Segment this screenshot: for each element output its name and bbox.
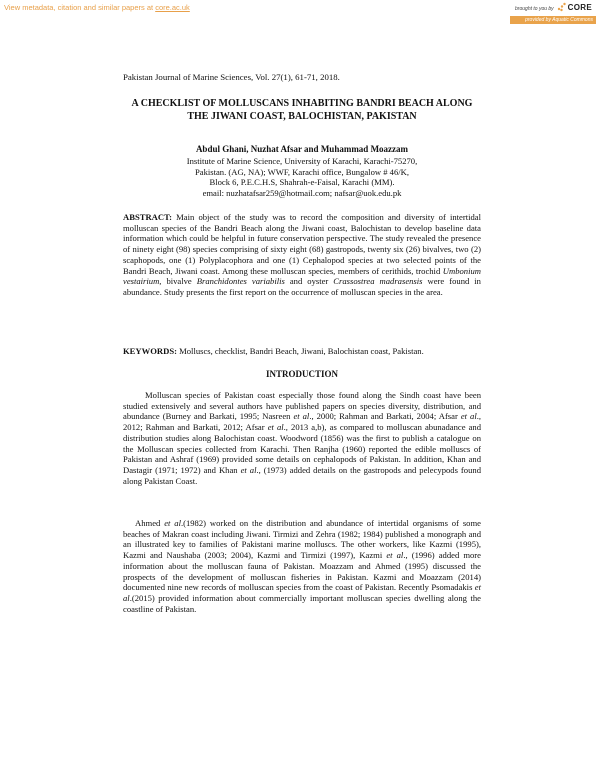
- species-name: Branchidontes variabilis: [196, 276, 285, 287]
- journal-reference: Pakistan Journal of Marine Sciences, Vol. 27(1), 61-71, 2018.: [123, 72, 340, 82]
- body-text: ., (1996) added more information about the molluscan fauna of Pakistan. Moazzam and Ahmed (1995) discussed the prospects of the development of molluscan fisheries in Pakistan. Kazmi and Moazzam (2014) documented nine new records of molluscan species from the coast of Pakistan. Recently Psomadakis: [123, 550, 481, 593]
- et-al: et al: [460, 411, 477, 422]
- intro-paragraph-1: [123, 390, 481, 486]
- abstract-text: , bivalve: [159, 276, 197, 287]
- abstract-paragraph: [123, 212, 481, 298]
- et-al: et al: [240, 464, 257, 475]
- abstract-text: and oyster: [284, 276, 334, 287]
- affiliation-line: Block 6, P.E.C.H.S, Shahrah-e-Faisal, Karachi (MM).: [209, 177, 395, 188]
- body-text: Ahmed: [135, 518, 165, 528]
- author-list: Abdul Ghani, Nuzhat Afsar and Muhammad Moazzam: [195, 144, 409, 154]
- et-al: et al: [267, 422, 284, 433]
- core-metadata-link[interactable]: [4, 3, 190, 12]
- body-text: ., 2000; Rahman and Barkati, 2004; Afsar: [309, 411, 461, 422]
- affiliation-line: Pakistan. (AG, NA); WWF, Karachi office, Bungalow # 46/K,: [194, 166, 410, 177]
- body-text: ., 2013 a,b), as compared to molluscan abunadance and distribution studies along Balochistan coast. Woodword (1856) was the first to publish a catalogue on the Molluscan species collected from Karachi. Then Ranjha (1960) reported the edible molluscs of Pakistan and Ashraf (1969) provided some details on cephalopods of Pakistan. In addition, Khan and Dastagir (1971; 1972) and Khan: [123, 422, 481, 475]
- introduction-heading: INTRODUCTION: [265, 369, 338, 379]
- keywords-text: Molluscs, checklist, Bandri Beach, Jiwani, Balochistan coast, Pakistan.: [176, 346, 424, 356]
- body-text: ., (1973) added details on the gastropods and pelecypods found along Pakistan Coast.: [123, 464, 481, 486]
- abstract-text: Main object of the study was to record the composition and diversity of intertidal molluscan species of the Bandri Beach along the Jiwani coast, Balochistan to develop baseline data information which could be helpful in future conservation perspective. The study revealed the presence of ninety eight (98) species comprising of sixty eight (68) gastropods, twenty six (26) bivalves, two (2) scaphopods, one (1) Polyplacophora and one (1) Cephalopod species at two selected points of the Bandri Beach, Jiwani coast. Among these molluscan species, members of cerithids, trochid: [123, 212, 481, 276]
- core-badge[interactable]: [515, 2, 592, 12]
- body-text: Molluscan species of Pakistan coast especially those found along the Sindh coast have been studied extensively and several authors have published papers on species diversity, distribution, and abundance (Burney and Barkati, 1995; Nasreen: [123, 390, 481, 422]
- abstract-label: ABSTRACT:: [123, 212, 173, 222]
- core-logo-icon: [556, 2, 566, 12]
- affiliation-block: [123, 156, 481, 198]
- species-name: Crassostrea madrasensis: [333, 276, 423, 287]
- et-al: et al: [164, 518, 181, 528]
- et-al: et al: [293, 411, 310, 422]
- body-text: ., 2012; Rahman and Barkati, 2012; Afsar: [123, 411, 482, 433]
- email-line: email: nuzhatafsar259@hotmail.com; nafsar@uok.edu.pk: [202, 187, 402, 198]
- body-text: .(1982) worked on the distribution and abundance of intertidal organisms of some beaches of Makran coast including Jiwani. Tirmizi and Zehra (1982; 1984) published a monograph and an illustrated key to families of Pakistani marine molluscs. The other workers, like Kazmi (1995), Kazmi and Naushaba (2003; 2004), Kazmi and Tirmizi (1997), Kazmi: [123, 518, 481, 561]
- paper-title: A CHECKLIST OF MOLLUSCANS INHABITING BANDRI BEACH ALONG THE JIWANI COAST, BALOCHISTAN, PAKISTAN: [131, 98, 473, 122]
- core-link-prefix: View metadata, citation and similar papers at: [4, 3, 156, 12]
- intro-paragraph-2: [123, 518, 481, 614]
- brought-by-text: brought to you by: [515, 5, 554, 12]
- provided-by-bar[interactable]: provided by Aquatic Commons: [510, 16, 596, 24]
- abstract-text: were found in abundance. Study presents the first report on the occurrence of molluscan species in the area.: [123, 276, 481, 297]
- keywords-label: KEYWORDS:: [123, 346, 177, 356]
- species-name: Umbonium vestairium: [123, 265, 481, 287]
- keywords-paragraph: [123, 346, 481, 357]
- et-al: et al: [386, 550, 404, 561]
- affiliation-line: Institute of Marine Science, University of Karachi, Karachi-75270,: [186, 156, 418, 166]
- core-link-domain[interactable]: core.ac.uk: [155, 3, 190, 12]
- body-text: .(2015) provided information about commercially important molluscan species dwelling along the coastline of Pakistan.: [123, 592, 481, 614]
- core-text: CORE: [567, 2, 592, 12]
- et-al: et al: [123, 582, 481, 603]
